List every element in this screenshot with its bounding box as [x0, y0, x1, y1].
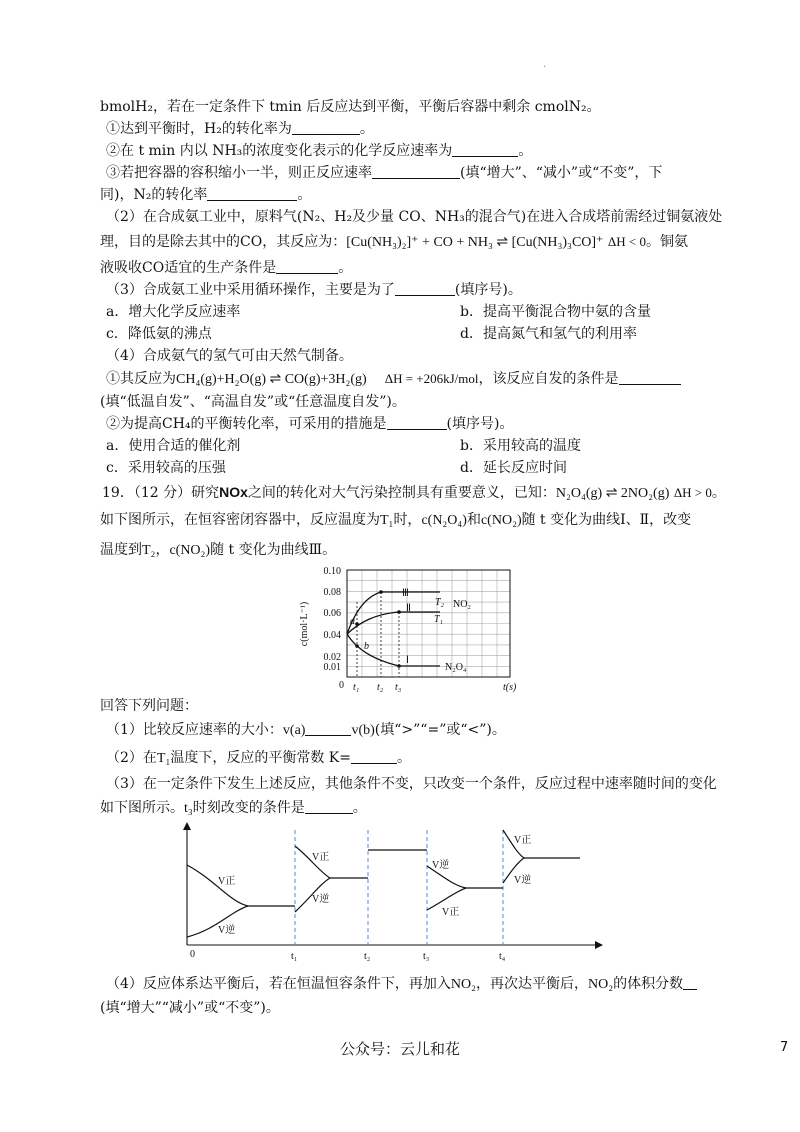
xtick: t₃ [423, 951, 430, 962]
v-reverse-label: V逆 [432, 860, 450, 871]
q-text: ， [155, 542, 170, 558]
ytick: 0.08 [323, 587, 341, 598]
option-b: b．采用较高的温度 [460, 438, 581, 454]
q-text: 时， [393, 512, 422, 528]
conc-no2: c(NO₂) [169, 543, 211, 558]
q-text: 温度下，反应的平衡常数 K= [170, 750, 351, 766]
line-19 [100, 510, 691, 531]
v-forward-label: V正 [514, 835, 532, 846]
v-reverse-label: V逆 [218, 925, 236, 936]
equation: N₂O₄(g) ⇌ 2NO₂(g) [555, 486, 670, 501]
q-text: （3）合成氨工业中采用循环操作，主要是为了 [106, 282, 395, 298]
answer-blank[interactable] [683, 975, 697, 990]
t1-label: T₁ [434, 614, 444, 625]
answer-blank[interactable] [207, 186, 297, 201]
line-5 [100, 185, 311, 205]
punct: 。 [352, 800, 367, 816]
q-hint: (填序号)。 [454, 282, 522, 298]
q-text: （4）反应体系达平衡后，若在恒温恒容条件下，再加入 [106, 976, 451, 992]
punct: 。 [711, 485, 726, 501]
option-c: c．降低氨的沸点 [106, 326, 212, 342]
punct: 。 [397, 750, 411, 766]
q3-text-cont: 同)，N₂的转化率 [100, 187, 208, 203]
line-23 [106, 748, 411, 769]
nox: NOx [219, 484, 248, 500]
line-25 [100, 798, 367, 819]
q19-text: 之间的转化对大气污染控制具有重要意义，已知： [247, 485, 556, 501]
option-c: c．采用较高的压强 [106, 460, 226, 476]
v-forward-label: V正 [312, 852, 330, 863]
rate-time-diagram [170, 820, 610, 965]
line-6: （2）在合成氨工业中，原料气(N₂、H₂及少量 CO、NH₃的混合气)在进入合成塔前需经过铜氨液处 [106, 209, 723, 225]
stray-dot: · [543, 62, 547, 73]
q-text: 时刻改变的条件是 [192, 800, 305, 816]
q-text: 温度到 [100, 542, 142, 558]
point-b-label: b [364, 641, 369, 652]
answer-blank[interactable] [452, 142, 518, 157]
enthalpy: ΔH > 0 [673, 485, 712, 500]
xtick: t₁ [353, 682, 360, 693]
option-a: a．使用合适的催化剂 [106, 438, 241, 454]
answer-blank[interactable] [372, 164, 460, 179]
option-b: b．提高平衡混合物中氨的含量 [460, 304, 651, 320]
q-text: 和 [466, 512, 481, 528]
q-text: （1）比较反应速率的大小： [106, 722, 283, 738]
punct: 。 [297, 187, 312, 203]
punct: 。 [359, 121, 374, 137]
equation: CH₄(g)+H₂O(g) ⇌ CO(g)+3H₂(g) [176, 372, 367, 387]
q-text: ，再次达平衡后， [476, 976, 589, 992]
line-22 [106, 720, 506, 741]
curve-label-iii: Ⅲ [402, 588, 409, 599]
option-a: a．增大化学反应速率 [106, 304, 241, 320]
v-reverse-label: V逆 [514, 875, 532, 886]
q-text: ①其反应为 [106, 371, 176, 387]
q-hint: (填“>”“=”或“<”)。 [374, 722, 506, 738]
temp-t1: T₁ [156, 751, 171, 766]
point-a-label: a [350, 616, 355, 627]
rate-a: v(a) [282, 723, 306, 738]
q-text: （2）在 [106, 750, 157, 766]
conc-no2: c(NO₂) [480, 513, 522, 528]
option-d: d．提高氮气和氢气的利用率 [460, 326, 637, 342]
ytick: 0.06 [323, 608, 341, 619]
ytick: 0.10 [323, 566, 341, 577]
v-forward-label: V正 [442, 907, 460, 918]
option-d: d．延长反应时间 [460, 460, 567, 476]
answer-blank[interactable] [292, 120, 360, 135]
xtick: t₄ [499, 951, 506, 962]
q-text: 随 t 变化为曲线Ⅲ。 [210, 542, 337, 558]
no2-label: NO₂ [453, 599, 471, 610]
line-7 [100, 232, 688, 253]
line-27: (填“增大”“减小”或“不变”)。 [100, 1000, 280, 1016]
punct: 。 [338, 260, 353, 276]
q3-hint: (填“增大”、“减小”或“不变”，下 [460, 165, 663, 181]
q3-text: ③若把容器的容积缩小一半，则正反应速率 [106, 165, 372, 181]
line-26 [106, 974, 697, 995]
temp-t1: T₁ [380, 513, 394, 528]
line-3 [106, 141, 532, 161]
xtick: t₁ [291, 951, 298, 962]
q-text: 的体积分数 [613, 976, 684, 992]
conc-n2o4: c(N₂O₄) [421, 513, 467, 528]
line-13 [106, 369, 681, 390]
q-text: ②为提高CH₄的平衡转化率，可采用的措施是 [106, 416, 387, 432]
xtick: t₂ [377, 682, 384, 693]
answer-blank[interactable] [619, 370, 681, 385]
q-text: 。铜氨 [646, 234, 688, 250]
xtick: t₃ [395, 682, 402, 693]
y-axis-label: c(mol·L⁻¹) [299, 601, 310, 647]
q19-title: 19．（12 分）研究 [102, 485, 220, 501]
line-20 [100, 540, 336, 561]
concentration-time-graph [295, 562, 525, 697]
answer-blank[interactable] [387, 415, 447, 430]
line-8 [100, 258, 352, 278]
answer-blank[interactable] [395, 281, 455, 296]
xtick: t₂ [364, 951, 371, 962]
q2-text: ②在 t min 内以 NH₃的浓度变化表示的化学反应速率为 [106, 143, 453, 159]
line-21: 回答下列问题： [100, 698, 198, 714]
line-12: （4）合成氨气的氢气可由天然气制备。 [106, 348, 353, 364]
line-9 [106, 280, 522, 300]
line-1: bmolH₂，若在一定条件下 tmin 后反应达到平衡，平衡后容器中剩余 cmolN₂。 [100, 99, 601, 115]
line-14: (填“低温自发”、“高温自发”或“任意温度自发”)。 [100, 394, 406, 410]
equation: [Cu(NH₃)₂]⁺ + CO + NH₃ ⇌ [Cu(NH₃)₃CO]⁺ [346, 235, 604, 250]
n2o4-label: N₂O₄ [445, 662, 467, 673]
curve-label-i: Ⅰ [406, 655, 409, 666]
origin-label: 0 [339, 680, 344, 691]
time-t3: t₃ [184, 801, 193, 816]
ytick: 0.04 [323, 630, 341, 641]
no2: NO₂ [450, 977, 477, 992]
enthalpy: ΔH = +206kJ/mol [384, 371, 479, 386]
origin-label: 0 [190, 949, 195, 960]
q-text: 理，目的是除去其中的CO，其反应为： [100, 234, 347, 250]
answer-blank[interactable] [305, 721, 351, 736]
q-text: 随 t 变化为曲线Ⅰ、Ⅱ，改变 [521, 512, 692, 528]
line-18 [102, 482, 726, 504]
line-4 [106, 163, 662, 183]
punct: 。 [518, 143, 533, 159]
q-hint: (填序号)。 [446, 416, 514, 432]
q-text: 液吸收CO适宜的生产条件是 [100, 260, 277, 276]
enthalpy: ΔH < 0 [607, 234, 646, 249]
q1-text: ①达到平衡时，H₂的转化率为 [106, 121, 292, 137]
line-24: （3）在一定条件下发生上述反应，其他条件不变，只改变一个条件，反应过程中速率随时间的变化 [106, 776, 717, 792]
temp-t2: T₂ [142, 543, 156, 558]
footer-watermark: 公众号：云儿和花 [339, 1040, 460, 1058]
ytick: 0.01 [323, 662, 341, 673]
no2: NO₂ [588, 977, 614, 992]
v-reverse-label: V逆 [312, 894, 330, 905]
t2-label: T₂ [435, 597, 445, 608]
rate-b: v(b) [351, 723, 375, 738]
page-number: 7 [780, 1040, 789, 1055]
answer-blank[interactable] [351, 749, 397, 764]
line-15 [106, 414, 513, 434]
ytick: 0.02 [323, 652, 341, 663]
answer-blank[interactable] [276, 259, 338, 274]
curve-label-ii: Ⅱ [406, 603, 411, 614]
q-text: 如下图所示。 [100, 800, 184, 816]
v-forward-label: V正 [218, 876, 236, 887]
q-text: 如下图所示，在恒容密闭容器中，反应温度为 [100, 512, 380, 528]
x-axis-label: t(s) [503, 682, 517, 693]
answer-blank[interactable] [305, 799, 353, 814]
line-2 [106, 119, 374, 139]
q-text: ，该反应自发的条件是 [478, 371, 619, 387]
